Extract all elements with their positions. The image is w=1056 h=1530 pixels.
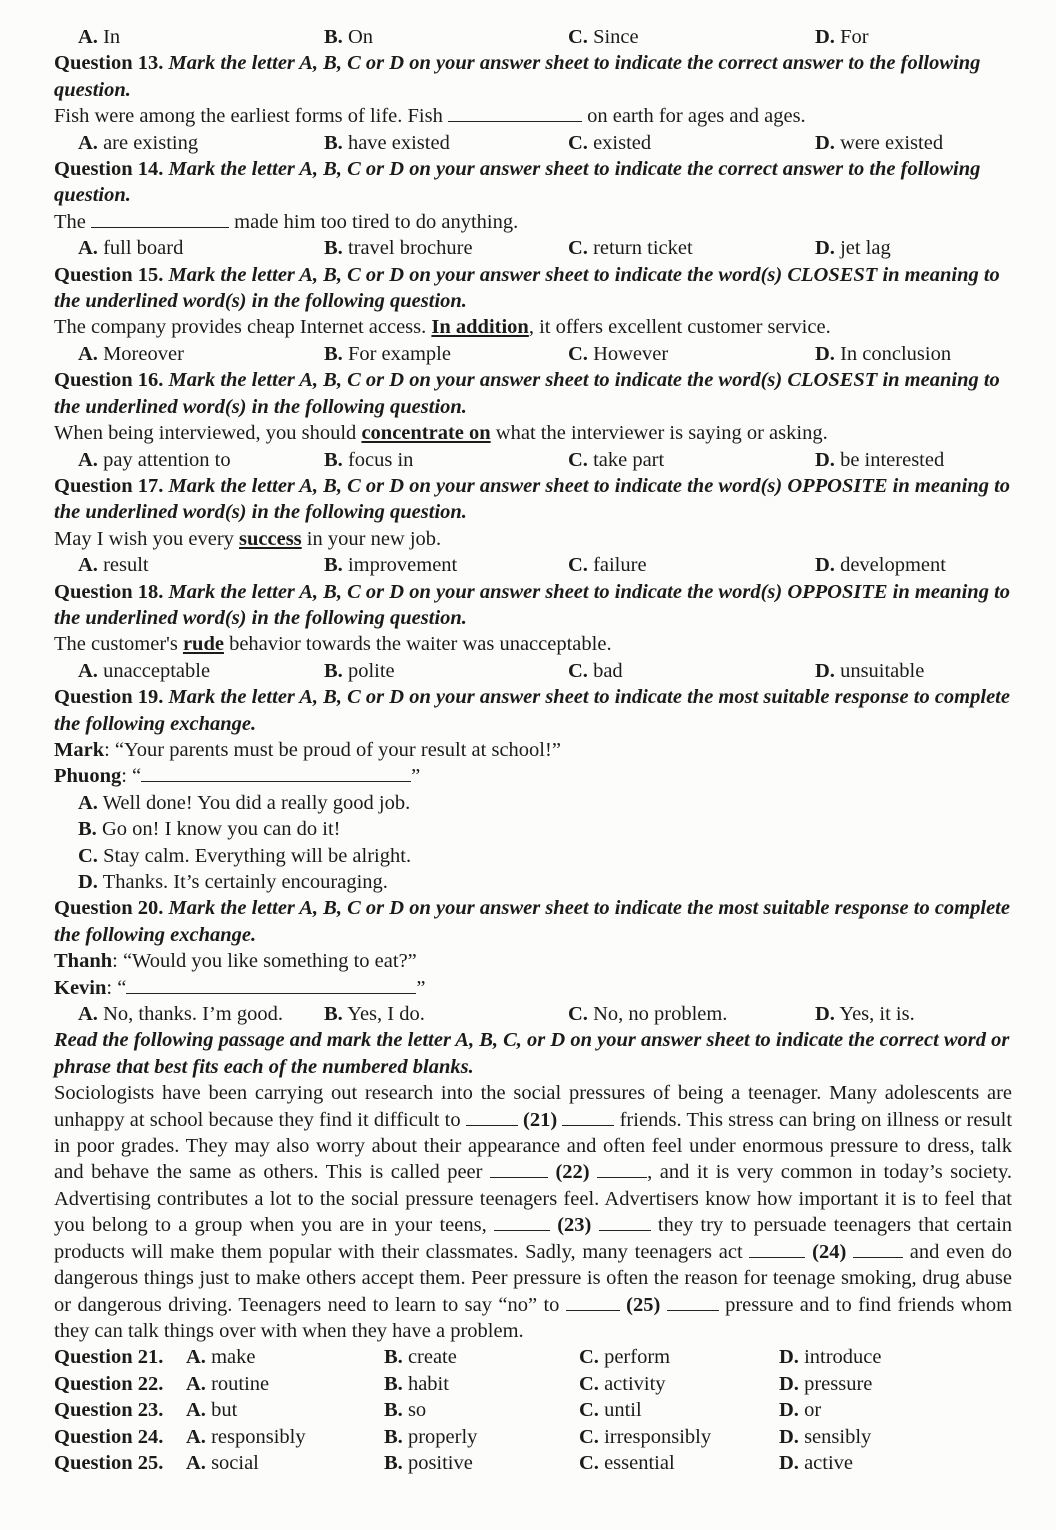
option-a: A. In: [78, 26, 121, 48]
option-d: D. development: [815, 554, 946, 577]
option-d: D. jet lag: [815, 237, 891, 260]
option-d: D. were existed: [815, 131, 944, 154]
option-d: D. For: [815, 26, 869, 48]
option-b: B. For example: [324, 342, 451, 365]
q22-row: [54, 1371, 1012, 1397]
option-c: C. irresponsibly: [579, 1425, 712, 1448]
q21-row: [54, 1344, 1012, 1370]
option-b: B. polite: [324, 659, 395, 682]
option-c: C. failure: [568, 554, 647, 577]
option-b: B. habit: [384, 1372, 449, 1395]
option-b: B. so: [384, 1399, 427, 1422]
option-d: D. sensibly: [779, 1425, 872, 1448]
option-a: A. make: [186, 1346, 256, 1369]
q15-stem: The company provides cheap Internet access. In addition, it offers excellent customer service.: [54, 316, 831, 339]
option-c: C. However: [568, 342, 669, 365]
option-a: A. social: [186, 1451, 259, 1474]
option-c: C. No, no problem.: [568, 1003, 728, 1026]
q12-options: [54, 24, 1012, 50]
option-c: C. perform: [579, 1346, 671, 1369]
option-c: C. existed: [568, 131, 652, 154]
option-d: D. be interested: [815, 448, 945, 471]
option-b: B. properly: [384, 1425, 478, 1448]
q20-line1: Thanh: “Would you like something to eat?”: [54, 950, 417, 973]
option-a: A. full board: [78, 237, 184, 260]
q19-option-c: C. Stay calm. Everything will be alright.: [78, 844, 412, 867]
option-c: C. essential: [579, 1451, 675, 1474]
q16-heading: Question 16. Mark the letter A, B, C or D on your answer sheet to indicate the word(s) CLOSEST in meaning to the underlined word(s) in the following question.: [54, 369, 1000, 418]
q15-options: [54, 341, 1012, 367]
option-b: B. On: [324, 26, 373, 48]
option-d: D. pressure: [779, 1372, 873, 1395]
option-b: B. focus in: [324, 448, 414, 471]
option-c: C. return ticket: [568, 237, 693, 260]
q19-line1: Mark: “Your parents must be proud of your result at school!”: [54, 738, 561, 761]
question-label: Question 21.: [54, 1346, 164, 1369]
option-a: A. routine: [186, 1372, 270, 1395]
question-label: Question 25.: [54, 1451, 164, 1474]
option-c: C. take part: [568, 448, 665, 471]
question-label: Question 22.: [54, 1372, 164, 1395]
option-b: B. Yes, I do.: [324, 1003, 425, 1026]
q25-row: [54, 1450, 1012, 1476]
q23-row: [54, 1397, 1012, 1423]
option-a: A. are existing: [78, 131, 199, 154]
q18-stem: The customer's rude behavior towards the waiter was unacceptable.: [54, 633, 612, 656]
option-d: D. or: [779, 1399, 822, 1422]
option-b: B. improvement: [324, 554, 458, 577]
option-b: B. create: [384, 1346, 457, 1369]
option-b: B. have existed: [324, 131, 450, 154]
option-a: A. result: [78, 554, 149, 577]
q20-line2: Kevin: “ ”: [54, 976, 426, 999]
q20-options: [54, 1001, 1012, 1027]
option-a: A. but: [186, 1399, 238, 1422]
option-d: D. Yes, it is.: [815, 1003, 915, 1026]
q13-stem: Fish were among the earliest forms of life. Fish on earth for ages and ages.: [54, 105, 806, 128]
option-d: D. active: [779, 1451, 854, 1474]
reading-instruction: Read the following passage and mark the letter A, B, C, or D on your answer sheet to indicate the correct word or phrase that best fits each of the numbered blanks.: [54, 1029, 1010, 1078]
cloze-options: [54, 1344, 1012, 1476]
q13-options: [54, 130, 1012, 156]
option-c: C. until: [579, 1399, 642, 1422]
q16-options: [54, 447, 1012, 473]
q20-heading: Question 20. Mark the letter A, B, C or D on your answer sheet to indicate the most suitable response to complete the following exchange.: [54, 897, 1010, 946]
reading-passage: Sociologists have been carrying out research into the social pressures of being a teenager. Many adolescents are unhappy at school because they find it difficult to (21) friends. This stress can bring on illness or result in poor grades. They may also worry about their appearance and often feel under enormous pressure to dress, talk and behave the same as others. This is called peer (22) , and it is very common in today’s society. Advertising contributes a lot to the social pressure teenagers feel. Advertisers know how important it is to feel that you belong to a group when you are in your teens, (23) they try to persuade teenagers that certain products will make them popular with their classmates. Sadly, many teenagers act (24) and even do dangerous things just to make others accept them. Peer pressure is often the reason for teenage smoking, drug abuse or dangerous driving. Teenagers need to learn to say “no” to (25) pressure and to find friends whom they can talk things over with when they have a problem.: [54, 1082, 1013, 1342]
option-b: B. positive: [384, 1451, 473, 1474]
q19-line2: Phuong: “ ”: [54, 765, 421, 788]
option-c: C. Since: [568, 26, 639, 48]
q18-options: [54, 658, 1012, 684]
question-label: Question 24.: [54, 1425, 164, 1448]
option-a: A. pay attention to: [78, 448, 231, 471]
question-label: Question 23.: [54, 1399, 164, 1422]
option-d: D. In conclusion: [815, 342, 952, 365]
option-c: C. activity: [579, 1372, 666, 1395]
q14-heading: Question 14. Mark the letter A, B, C or D on your answer sheet to indicate the correct answer to the following question.: [54, 158, 981, 207]
q19-heading: Question 19. Mark the letter A, B, C or D on your answer sheet to indicate the most suitable response to complete the following exchange.: [54, 686, 1010, 735]
q14-stem: The made him too tired to do anything.: [54, 210, 519, 233]
q19-option-d: D. Thanks. It’s certainly encouraging.: [78, 871, 388, 893]
q16-stem: When being interviewed, you should concentrate on what the interviewer is saying or asking.: [54, 422, 828, 445]
option-a: A. Moreover: [78, 342, 184, 365]
option-d: D. unsuitable: [815, 659, 925, 682]
q18-heading: Question 18. Mark the letter A, B, C or D on your answer sheet to indicate the word(s) OPPOSITE in meaning to the underlined word(s) in the following question.: [54, 580, 1011, 629]
q15-heading: Question 15. Mark the letter A, B, C or D on your answer sheet to indicate the word(s) CLOSEST in meaning to the underlined word(s) in the following question.: [54, 263, 1000, 313]
q13-heading: Question 13. Mark the letter A, B, C or D on your answer sheet to indicate the correct answer to the following question.: [54, 52, 981, 101]
q17-options: [54, 552, 1012, 578]
option-b: B. travel brochure: [324, 237, 473, 260]
q19-option-a: A. Well done! You did a really good job.: [78, 791, 411, 814]
option-c: C. bad: [568, 659, 623, 682]
option-d: D. introduce: [779, 1346, 882, 1369]
option-a: A. responsibly: [186, 1425, 306, 1448]
q17-heading: Question 17. Mark the letter A, B, C or D on your answer sheet to indicate the word(s) OPPOSITE in meaning to the underlined word(s) in the following question.: [54, 474, 1011, 524]
option-a: A. No, thanks. I’m good.: [78, 1003, 283, 1026]
q24-row: [54, 1424, 1012, 1450]
option-a: A. unacceptable: [78, 659, 211, 682]
q17-stem: May I wish you every success in your new job.: [54, 527, 442, 550]
q14-options: [54, 235, 1012, 261]
q19-option-b: B. Go on! I know you can do it!: [78, 818, 341, 841]
